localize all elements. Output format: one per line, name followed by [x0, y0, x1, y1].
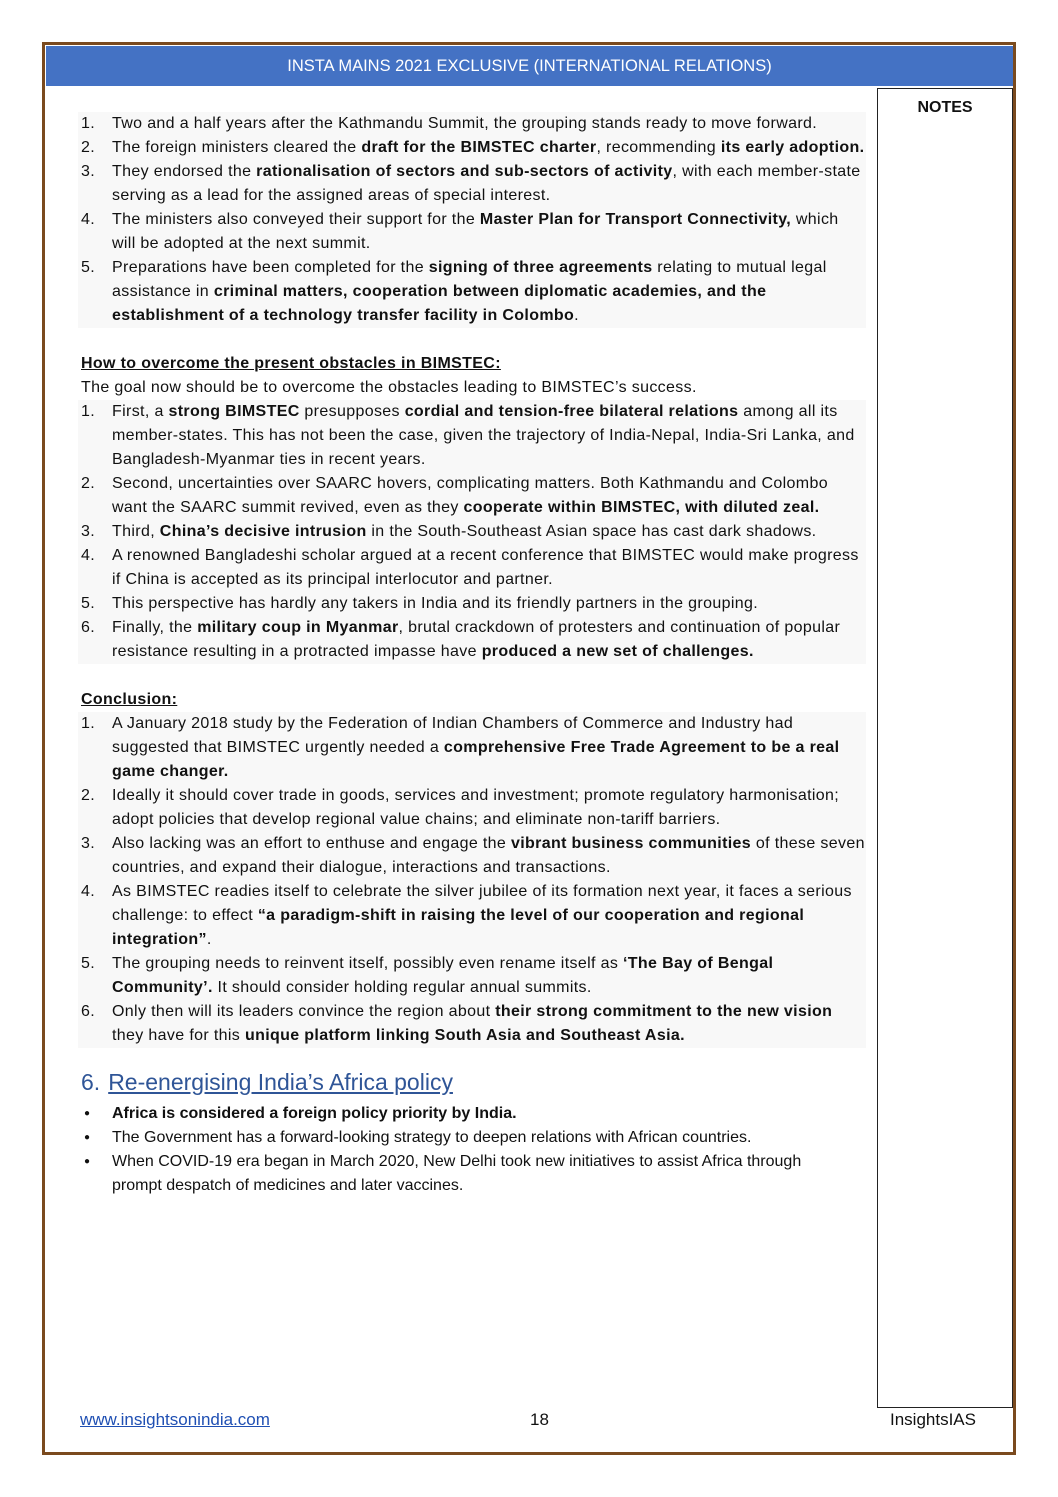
bold-text: comprehensive Free Trade Agreement to be a real game changer.	[112, 739, 840, 780]
bold-text: produced a new set of challenges.	[481, 643, 754, 660]
list-number: 2.	[81, 787, 96, 804]
list-item	[78, 136, 866, 160]
list-item	[78, 832, 866, 880]
text: in the South-Southeast Asian space has cast dark shadows.	[366, 523, 817, 540]
text: Also lacking was an effort to enthuse and engage the	[112, 835, 511, 852]
list-item	[78, 520, 866, 544]
text: It should consider holding regular annual summits.	[212, 979, 592, 996]
text: When COVID-19 era began in March 2020, New Delhi took new initiatives to assist Africa through prompt despatch of medicines and later vaccines.	[112, 1153, 802, 1194]
bold-text: Africa is considered a foreign policy priority by India.	[112, 1105, 517, 1122]
bold-text: cooperate within BIMSTEC, with diluted zeal.	[463, 499, 820, 516]
conclusion-heading: Conclusion:	[81, 691, 178, 708]
list-item	[78, 592, 866, 616]
document-body	[78, 112, 866, 1198]
bold-text: its early adoption.	[720, 139, 865, 156]
page-header: INSTA MAINS 2021 EXCLUSIVE (INTERNATIONAL RELATIONS)	[46, 46, 1013, 86]
notes-box	[877, 88, 1013, 1408]
text: they have for this	[112, 1027, 245, 1044]
section-number: 6.	[81, 1069, 101, 1095]
text: among all its member-states. This has not been the case, given the trajectory of India-Nepal, India-Sri Lanka, and Bangladesh-Myanmar ties in recent years.	[112, 403, 855, 468]
bold-text: “a paradigm-shift in raising the level of our cooperation and regional integration”	[112, 907, 805, 948]
bold-text: military coup in Myanmar	[197, 619, 399, 636]
list-item	[78, 472, 866, 520]
achievements-list	[78, 112, 866, 328]
list-item	[78, 880, 866, 952]
list-number: 1.	[81, 403, 96, 420]
text: , brutal crackdown of protesters and continuation of popular resistance resulting in a protracted impasse have	[112, 619, 841, 660]
list-item	[78, 544, 866, 592]
text: Second, uncertainties over SAARC hovers, complicating matters. Both Kathmandu and Colombo want the SAARC summit revived, even as they	[112, 475, 828, 516]
section-title: Re-energising India’s Africa policy	[108, 1069, 453, 1095]
text: Two and a half years after the Kathmandu Summit, the grouping stands ready to move forward.	[112, 115, 818, 132]
list-item	[78, 784, 866, 832]
list-item	[78, 256, 866, 328]
text: relating to mutual legal assistance in	[112, 259, 827, 300]
brand-name: InsightsIAS	[890, 1410, 976, 1429]
list-item	[78, 712, 866, 784]
list-number: 4.	[81, 883, 96, 900]
list-item	[78, 400, 866, 472]
text: The ministers also conveyed their support for the	[112, 211, 480, 228]
bold-text: criminal matters, cooperation between diplomatic academies, and the establishment of a technology transfer facility in Colombo	[112, 283, 767, 324]
list-number: 5.	[81, 595, 96, 612]
bold-text: unique platform linking South Asia and Southeast Asia.	[244, 1027, 685, 1044]
list-number: 4.	[81, 547, 96, 564]
text: , recommending	[596, 139, 721, 156]
list-number: 3.	[81, 163, 96, 180]
obstacles-list	[78, 400, 866, 664]
text: Finally, the	[112, 619, 198, 636]
list-number: 2.	[81, 475, 96, 492]
obstacles-intro: The goal now should be to overcome the obstacles leading to BIMSTEC’s success.	[81, 379, 697, 396]
list-number: 2.	[81, 139, 96, 156]
list-item	[78, 952, 866, 1000]
text: First, a	[112, 403, 169, 420]
list-item	[78, 1000, 866, 1048]
bold-text: vibrant business communities	[510, 835, 752, 852]
text: Preparations have been completed for the	[112, 259, 429, 276]
list-number: 3.	[81, 835, 96, 852]
text: presupposes	[299, 403, 405, 420]
list-item	[78, 208, 866, 256]
bold-text: Master Plan for Transport Connectivity,	[479, 211, 792, 228]
text: A January 2018 study by the Federation of Indian Chambers of Commerce and Industry had suggested that BIMSTEC urgently needed a	[112, 715, 794, 756]
text: which will be adopted at the next summit.	[112, 211, 839, 252]
list-number: 5.	[81, 955, 96, 972]
list-item	[78, 616, 866, 664]
list-item	[78, 1126, 852, 1150]
text: Ideally it should cover trade in goods, services and investment; promote regulatory harmonisation; adopt policies that develop regional value chains; and eliminate non-tariff barriers.	[112, 787, 840, 828]
page-number: 18	[530, 1410, 549, 1429]
text: The Government has a forward-looking strategy to deepen relations with African countries.	[112, 1129, 752, 1146]
bold-text: rationalisation of sectors and sub-sectors of activity	[256, 163, 673, 180]
text: Only then will its leaders convince the region about	[112, 1003, 496, 1020]
list-number: 1.	[81, 715, 96, 732]
text: The grouping needs to reinvent itself, possibly even rename itself as	[112, 955, 623, 972]
notes-title: NOTES	[917, 99, 973, 116]
list-number: 1.	[81, 115, 96, 132]
text: .	[206, 931, 212, 948]
text: As BIMSTEC readies itself to celebrate the silver jubilee of its formation next year, it faces a serious challenge: to effect	[112, 883, 852, 924]
conclusion-list	[78, 712, 866, 1048]
text: Third,	[112, 523, 160, 540]
text: , with each member-state serving as a lead for the assigned areas of special interest.	[112, 163, 861, 204]
text: of these seven countries, and expand their dialogue, interactions and transactions.	[112, 835, 865, 876]
list-number: 3.	[81, 523, 96, 540]
list-number: 6.	[81, 619, 96, 636]
text: This perspective has hardly any takers in India and its friendly partners in the grouping.	[112, 595, 759, 612]
text: They endorsed the	[112, 163, 257, 180]
bold-text: ‘The Bay of Bengal Community’.	[112, 955, 774, 996]
bold-text: their strong commitment to the new vision	[495, 1003, 833, 1020]
bold-text: cordial and tension-free bilateral relations	[404, 403, 739, 420]
list-item	[78, 1150, 852, 1198]
list-item	[78, 112, 866, 136]
section-heading	[78, 1066, 866, 1098]
list-item	[78, 160, 866, 208]
website-link[interactable]: www.insightsonindia.com	[80, 1410, 270, 1429]
list-item	[78, 1102, 852, 1126]
list-number: 4.	[81, 211, 96, 228]
text: The foreign ministers cleared the	[112, 139, 362, 156]
bold-text: strong BIMSTEC	[168, 403, 300, 420]
obstacles-heading: How to overcome the present obstacles in BIMSTEC:	[81, 355, 501, 372]
bold-text: China’s decisive intrusion	[159, 523, 367, 540]
bold-text: draft for the BIMSTEC charter	[361, 139, 597, 156]
bold-text: signing of three agreements	[428, 259, 653, 276]
text: .	[574, 307, 579, 324]
list-number: 5.	[81, 259, 96, 276]
list-number: 6.	[81, 1003, 96, 1020]
text: A renowned Bangladeshi scholar argued at a recent conference that BIMSTEC would make progress if China is accepted as its principal interlocutor and partner.	[112, 547, 859, 588]
africa-bullets	[78, 1102, 866, 1198]
